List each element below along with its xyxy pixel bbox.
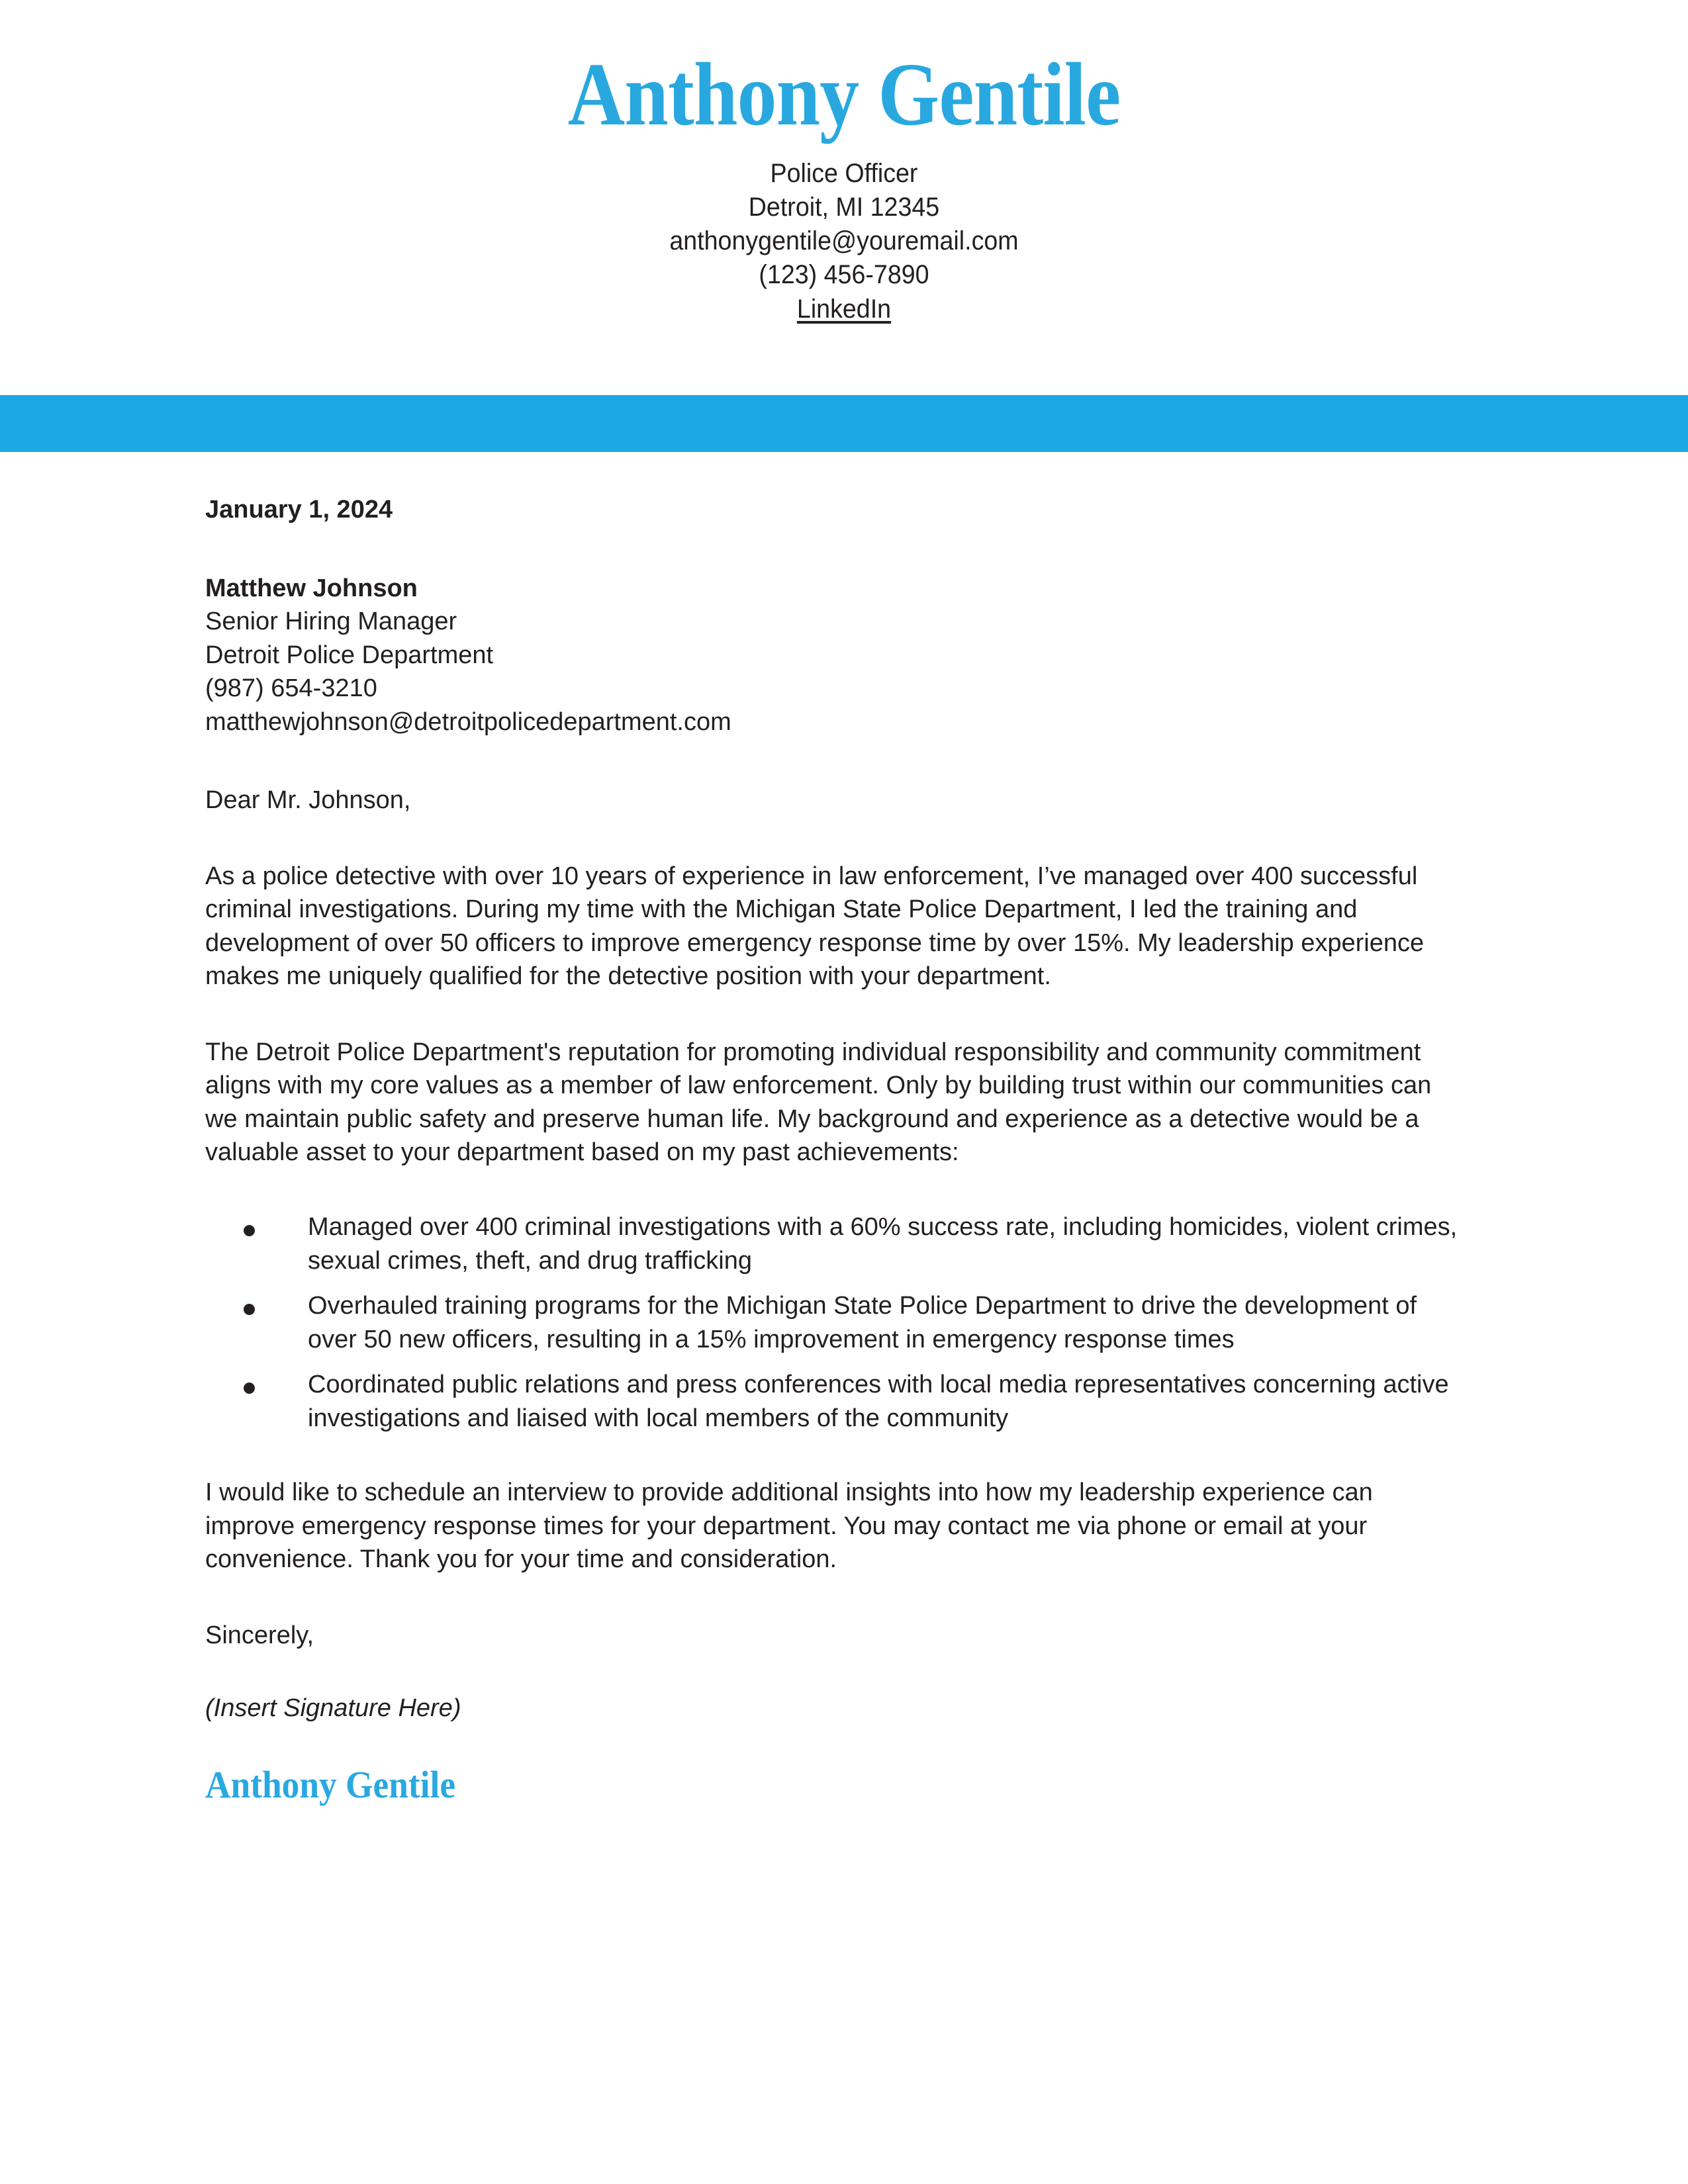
signature-name: Anthony Gentile — [205, 1762, 456, 1806]
sign-off: Sincerely, — [205, 1621, 314, 1649]
candidate-name: Anthony Gentile — [567, 45, 1121, 144]
achievement-item — [205, 1210, 1466, 1277]
achievement-text: Managed over 400 criminal investigations with a 60% success rate, including homicides, violent crimes, sexual crimes, theft, and drug trafficking — [308, 1212, 1458, 1275]
body-paragraph-1: As a police detective with over 10 years of experience in law enforcement, I’ve managed over 400 successful criminal investigations. During my time with the Michigan State Police Department, I led the training and development of over 50 officers to improve emergency response time by over 15%. My leadership experience makes me uniquely qualified for the detective position with your department. — [205, 862, 1425, 991]
recipient-email: matthewjohnson@detroitpolicedepartment.com — [205, 707, 731, 736]
achievement-text: Overhauled training programs for the Michigan State Police Department to drive the development of over 50 new officers, resulting in a 15% improvement in emergency response times — [308, 1292, 1417, 1353]
contact-email[interactable]: anthonygentile@youremail.com — [669, 226, 1019, 256]
achievement-item — [205, 1368, 1466, 1435]
accent-divider-bar — [0, 395, 1688, 452]
achievements-list — [205, 1210, 1466, 1435]
contact-linkedin-wrapper — [51, 293, 1638, 326]
recipient-title: Senior Hiring Manager — [205, 608, 457, 636]
recipient-block — [205, 572, 1466, 739]
recipient-organization: Detroit Police Department — [205, 641, 494, 669]
signature-placeholder: (Insert Signature Here) — [205, 1694, 461, 1723]
recipient-name: Matthew Johnson — [205, 574, 418, 602]
closing-paragraph: I would like to schedule an interview to provide additional insights into how my leadership experience can improve emergency response times for your department. You may contact me via phone or email at your convenience. Thank you for your time and consideration. — [205, 1479, 1373, 1574]
linkedin-link[interactable]: LinkedIn — [796, 294, 892, 324]
achievement-item — [205, 1289, 1466, 1356]
bullet-dot-icon — [244, 1304, 255, 1315]
letter-body — [205, 493, 1466, 1806]
body-paragraph-2: The Detroit Police Department's reputation for promoting individual responsibility and community commitment aligns with my core values as a member of law enforcement. Only by building trust within our communities can we maintain public safety and preserve human life. My background and experience as a detective would be a valuable asset to your department based on my past achievements: — [205, 1038, 1432, 1167]
contact-phone: (123) 456-7890 — [759, 260, 929, 290]
recipient-phone: (987) 654-3210 — [205, 674, 377, 703]
contact-info-block — [0, 157, 1688, 326]
bullet-dot-icon — [244, 1225, 255, 1236]
letter-date: January 1, 2024 — [205, 496, 393, 523]
contact-location: Detroit, MI 12345 — [748, 192, 940, 222]
achievement-text: Coordinated public relations and press conferences with local media representatives concerning active investigations and liaised with local members of the community — [308, 1371, 1449, 1432]
contact-job-title: Police Officer — [770, 158, 918, 188]
bullet-dot-icon — [244, 1383, 255, 1394]
letter-header — [0, 0, 1688, 326]
salutation: Dear Mr. Johnson, — [205, 786, 411, 815]
